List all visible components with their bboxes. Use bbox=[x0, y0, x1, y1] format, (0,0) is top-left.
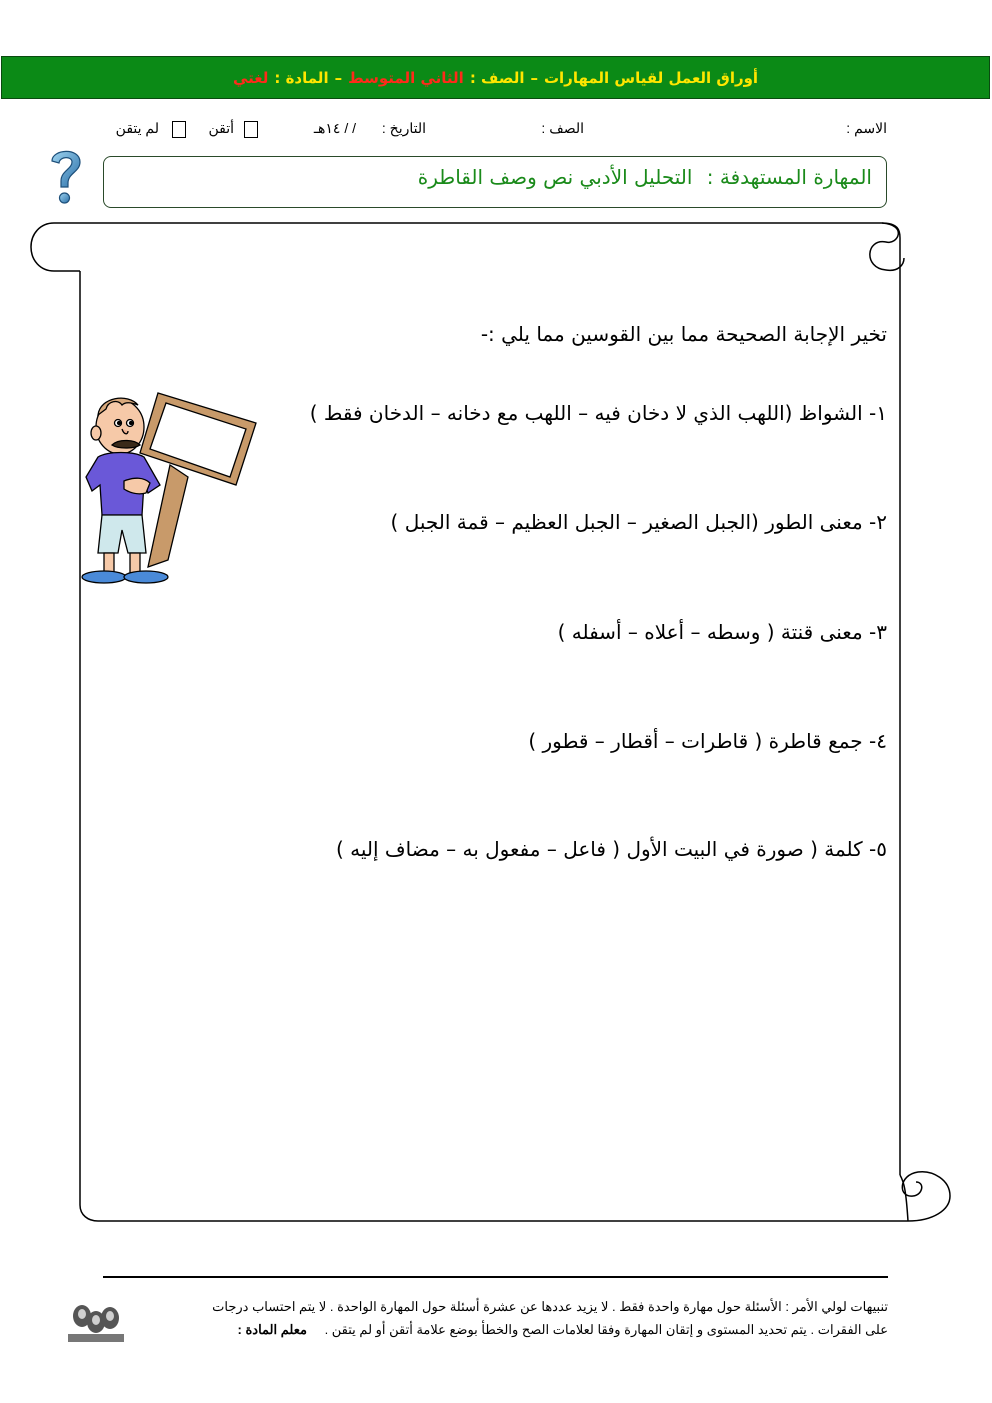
footer-divider bbox=[103, 1276, 888, 1278]
date-value: / / ١٤هـ bbox=[313, 120, 356, 136]
name-field-label: الاسم : bbox=[846, 120, 887, 136]
target-skill-label: المهارة المستهدفة : bbox=[706, 165, 872, 189]
target-skill-box bbox=[103, 156, 887, 208]
question-3: ٣- معنى قنتة ( وسطه – أعلاه – أسفله ) bbox=[557, 620, 887, 644]
parent-notes-line-1: تنبيهات لولي الأمر : الأسئلة حول مهارة واحدة فقط . لا يزيد عددها عن عشرة أسئلة حول المهارة الواحدة . لا يتم احتساب درجات bbox=[212, 1299, 888, 1314]
banner-grade-label: الصف : bbox=[469, 68, 525, 87]
instruction-text: تخير الإجابة الصحيحة مما بين القوسين مما يلي :- bbox=[480, 322, 887, 346]
faces-logo-icon bbox=[68, 1298, 124, 1342]
teacher-label: معلم المادة : bbox=[237, 1322, 307, 1337]
mastered-checkbox[interactable] bbox=[244, 121, 258, 138]
date-field-label: التاريخ : bbox=[381, 120, 426, 136]
banner-grade-value: الثاني المتوسط bbox=[348, 68, 464, 87]
question-4: ٤- جمع قاطرة ( قاطرات – أقطار – قطور ) bbox=[528, 729, 887, 753]
cartoon-boy-sign-illustration bbox=[78, 385, 260, 590]
mastered-label: أتقن bbox=[208, 120, 234, 136]
not-mastered-label: لم يتقن bbox=[115, 120, 159, 136]
parent-notes-line-2-wrap bbox=[128, 1318, 888, 1341]
banner-separator: – bbox=[530, 68, 538, 87]
scroll-frame bbox=[28, 220, 954, 1226]
question-mark-icon bbox=[46, 145, 86, 207]
class-field-label: الصف : bbox=[541, 120, 584, 136]
banner-subject-label: المادة : bbox=[274, 68, 329, 87]
question-2: ٢- معنى الطور (الجبل الصغير – الجبل العظيم – قمة الجبل ) bbox=[390, 510, 887, 534]
banner-subject-value: لغتي bbox=[232, 68, 269, 87]
parent-notes-line-2: على الفقرات . يتم تحديد المستوى و إتقان المهارة وفقا لعلامات الصح والخطأ بوضع علامة أتقن أو لم يتقن . bbox=[324, 1322, 888, 1337]
target-skill-value: التحليل الأدبي نص وصف القاطرة bbox=[417, 165, 693, 189]
header-banner bbox=[1, 56, 990, 99]
not-mastered-checkbox[interactable] bbox=[172, 121, 186, 138]
banner-title: أوراق العمل لقياس المهارات bbox=[543, 68, 759, 87]
banner-separator: – bbox=[334, 68, 343, 87]
question-5: ٥- كلمة ( صورة في البيت الأول ( فاعل – مفعول به – مضاف إليه ) bbox=[335, 837, 887, 861]
parent-notes bbox=[128, 1295, 888, 1341]
question-1: ١- الشواظ (اللهب الذي لا دخان فيه – اللهب مع دخانه – الدخان فقط ) bbox=[309, 401, 887, 425]
